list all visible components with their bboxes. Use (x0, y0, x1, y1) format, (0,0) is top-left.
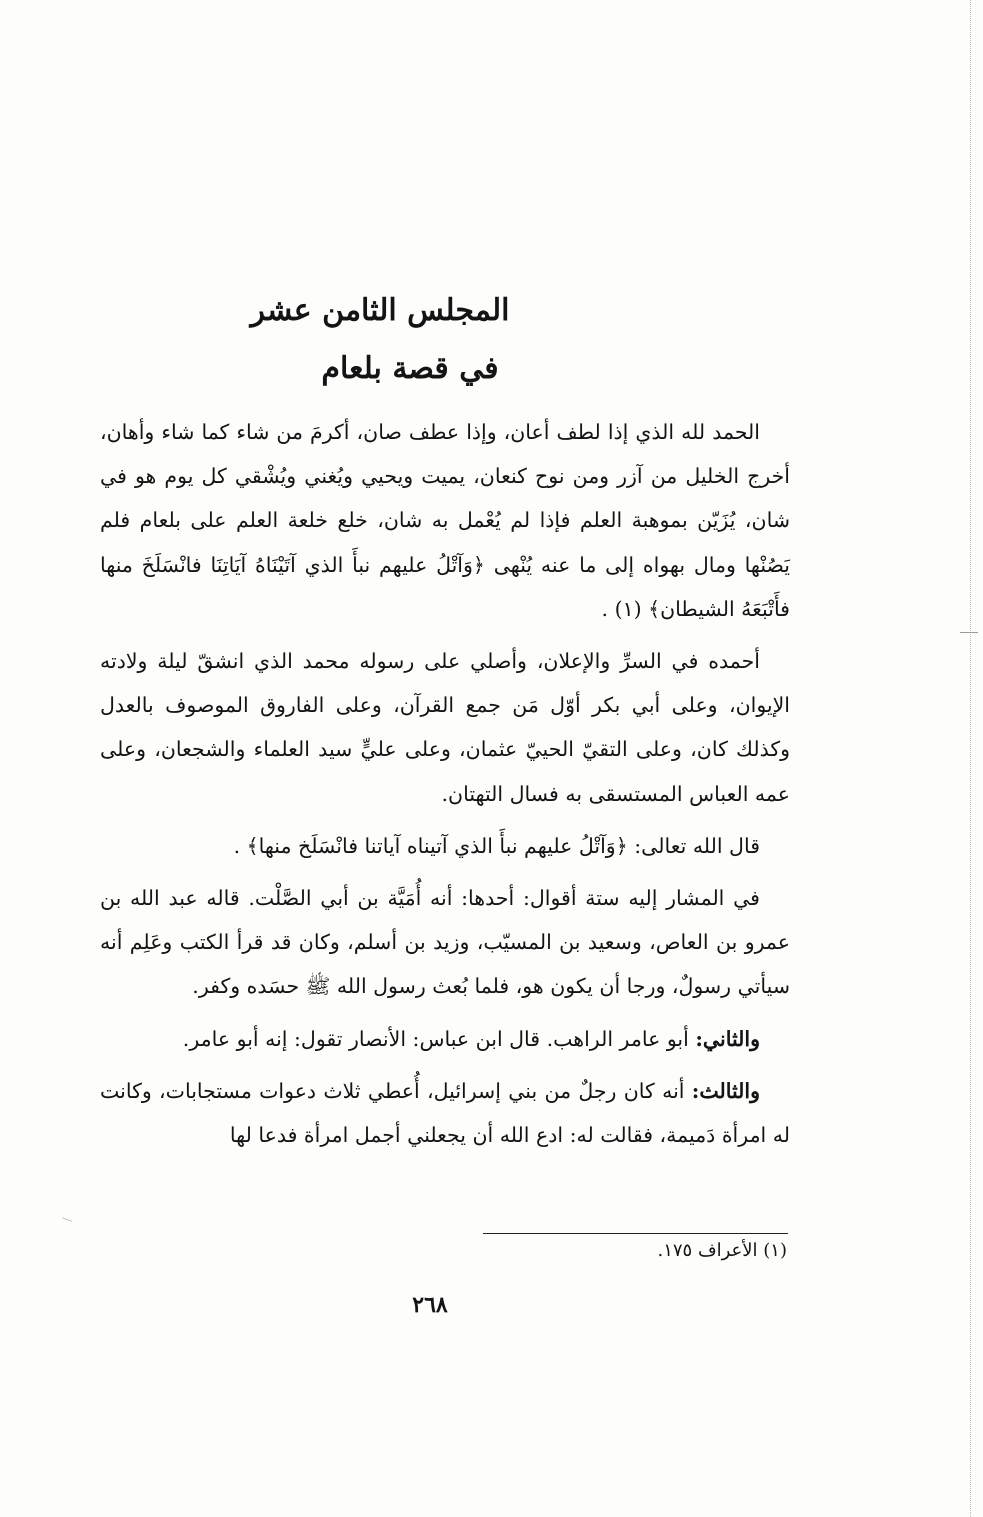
paragraph-verse (100, 824, 790, 868)
paragraph-text: الحمد لله الذي إذا لطف أعان، وإذا عطف صان، أكرمَ من شاء كما شاء وأهان، أخرج الخليل من آزر ومن نوح كنعان، يميت ويحيي ويُغني ويُشْقي كل يوم هو في شان، يُزَيّن بموهبة العلم فإذا لم يُعْمل به شان، خلع خلعة العلم على بلعام فلم يَصُنْها ومال بهواه إلى ما عنه يُنْهى ﴿وَآتْلُ عليهم نبأَ الذي آتَيْنَاهُ آيَاتِنَا فانْسَلَخَ منها فأَتْبَعَهُ الشيطان﴾ (١) . (100, 420, 790, 621)
chapter-subtitle: في قصة بلعام (321, 351, 499, 386)
page-number: ٢٦٨ (412, 1292, 448, 1318)
paragraph-lead: والثالث: (691, 1078, 760, 1103)
footnote: (١) الأعراف ١٧٥. (657, 1240, 787, 1261)
paragraph-third-opinion (100, 1069, 790, 1157)
paragraph-text: أحمده في السرِّ والإعلان، وأصلي على رسوله محمد الذي انشقّ ليلة ولادته الإيوان، وعلى أبي بكر أوّل مَن جمع القرآن، وعلى الفاروق الموصوف بالعدل وكذلك كان، وعلى التقيّ الحييّ عثمان، وعلى عليٍّ سيد العلماء والشجعان، وعلى عمه العباس المستسقى به فسال التهتان. (100, 649, 790, 806)
scan-speck (62, 1217, 72, 1221)
footnote-separator (483, 1233, 788, 1234)
paragraph-lead: والثاني: (695, 1026, 760, 1051)
paragraph-second-opinion (100, 1017, 790, 1061)
chapter-title: المجلس الثامن عشر (250, 293, 510, 328)
paragraph-text: في المشار إليه ستة أقوال: أحدها: أنه أُمَيَّة بن أبي الصَّلْت. قاله عبد الله بن عمرو بن العاص، وسعيد بن المسيّب، وزيد بن أسلم، وكان قد قرأ الكتب وعَلِم أنه سيأتي رسولٌ، ورجا أن يكون هو، فلما بُعث رسول الله ﷺ حسَده وكفر. (100, 886, 790, 999)
paragraph-text: أنه كان رجلٌ من بني إسرائيل، أُعطي ثلاث دعوات مستجابات، وكانت له امرأة دَميمة، فقالت له: ادع الله أن يجعلني أجمل امرأة فدعا لها (100, 1078, 790, 1148)
scan-edge-line (970, 0, 971, 1517)
paragraph-text: قال الله تعالى: ﴿وَآتْلُ عليهم نبأَ الذي آتيناه آياتنا فانْسَلَخ منها﴾ . (233, 833, 760, 858)
paragraph-praise (100, 639, 790, 816)
chapter-heading (100, 282, 790, 398)
scan-edge-tick (960, 632, 978, 633)
paragraph-first-opinion (100, 876, 790, 1009)
paragraph-text: أبو عامر الراهب. قال ابن عباس: الأنصار تقول: إنه أبو عامر. (182, 1026, 689, 1051)
body-text (100, 410, 790, 1157)
paragraph-opening (100, 410, 790, 631)
